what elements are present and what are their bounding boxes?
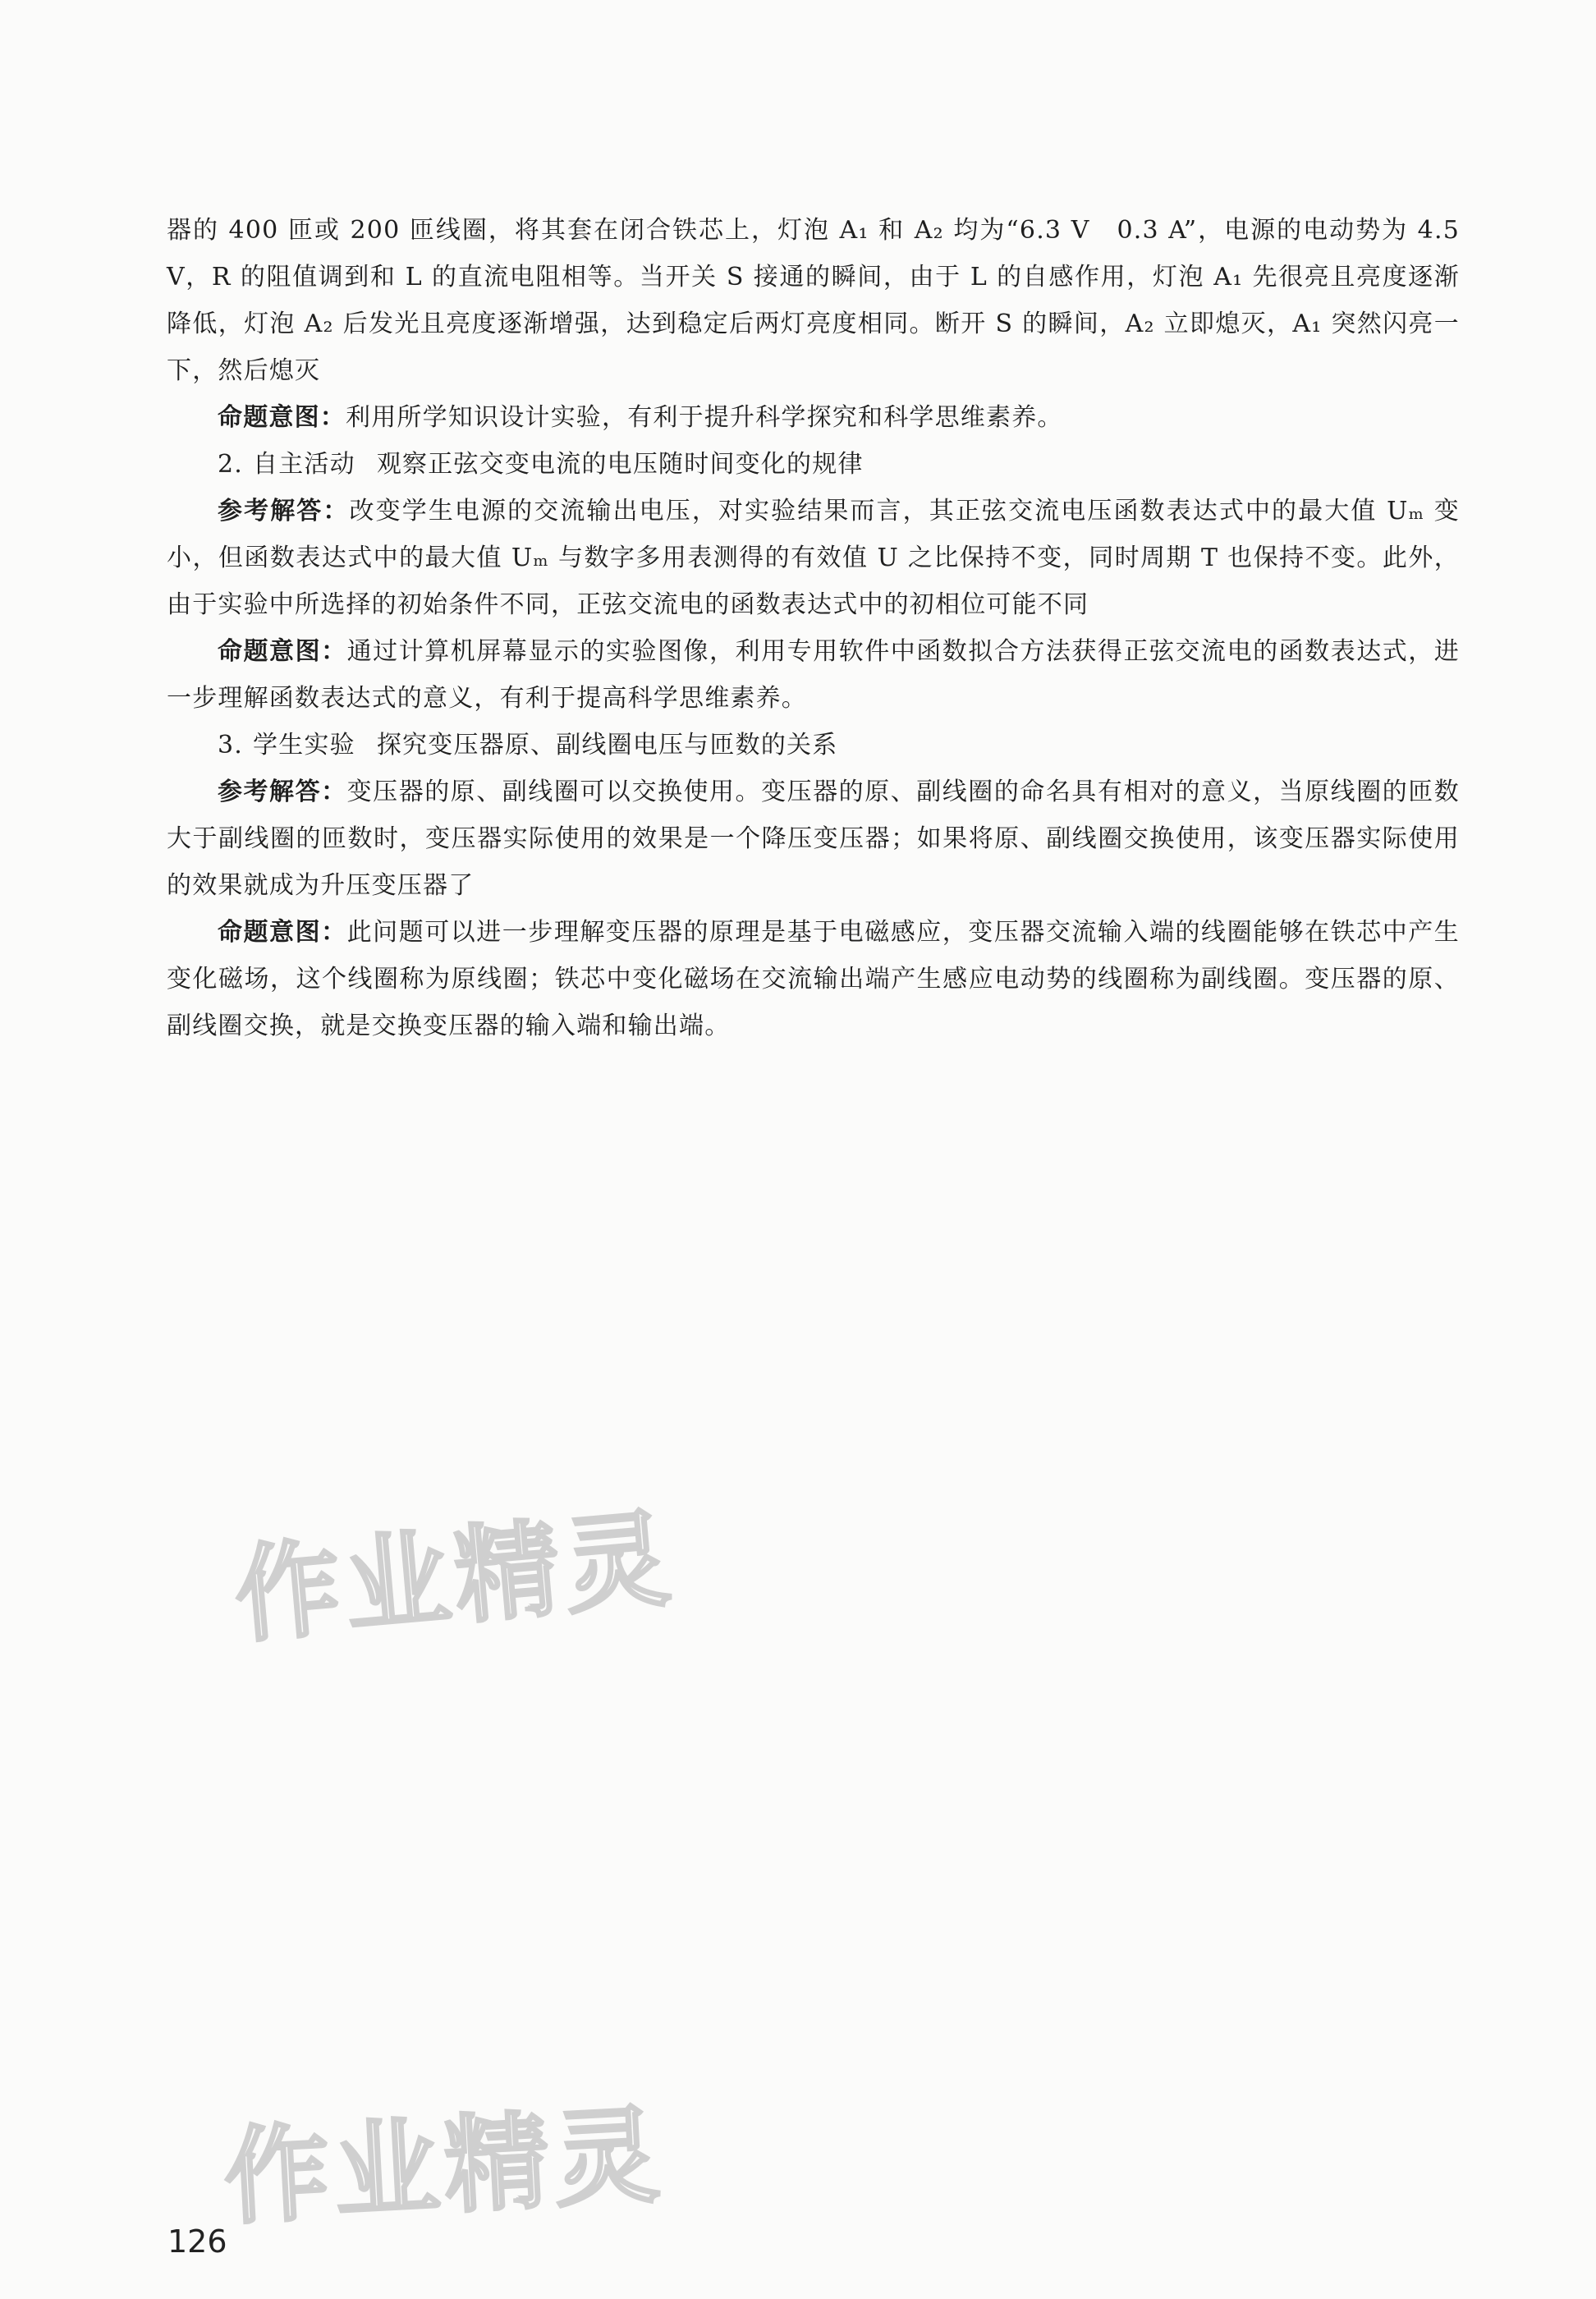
answer-text: 变压器的原、副线圈可以交换使用。变压器的原、副线圈的命名具有相对的意义，当原线圈的匝数大于副线圈的匝数时，变压器实际使用的效果是一个降压变压器；如果将原、副线圈交换使用，该变压器实际使用的效果就成为升压变压器了 xyxy=(167,778,1460,900)
intent-text: 通过计算机屏幕显示的实验图像，利用专用软件中函数拟合方法获得正弦交流电的函数表达式，进一步理解函数表达式的意义，有利于提高科学思维素养。 xyxy=(167,637,1460,713)
section-subtitle: 探究变压器原、副线圈电压与匝数的关系 xyxy=(376,731,838,759)
answer-label: 参考解答： xyxy=(218,778,347,806)
section-number: 2. xyxy=(218,450,244,479)
intent-paragraph-1 xyxy=(167,394,1460,441)
answer-label: 参考解答： xyxy=(218,497,350,525)
intent-label: 命题意图： xyxy=(218,403,346,432)
continuation-paragraph: 器的 400 匝或 200 匝线圈，将其套在闭合铁芯上，灯泡 A₁ 和 A₂ 均为“6.3 V 0.3 A”，电源的电动势为 4.5 V，R 的阻值调到和 L 的直流电阻相等。当开关 S 接通的瞬间，由于 L 的自感作用，灯泡 A₁ 先很亮且亮度逐渐降低，灯泡 A₂ 后发光且亮度逐渐增强，达到稳定后两灯亮度相同。断开 S 的瞬间，A₂ 立即熄灭，A₁ 突然闪亮一下，然后熄灭 xyxy=(167,216,1460,385)
intent-paragraph-2 xyxy=(167,628,1460,722)
intent-paragraph-3 xyxy=(167,909,1460,1049)
watermark-text: 作业精灵 xyxy=(221,2094,667,2240)
section-heading-2 xyxy=(167,441,1460,488)
answer-paragraph-2 xyxy=(167,488,1460,628)
answer-paragraph-3 xyxy=(167,769,1460,909)
section-title: 自主活动 xyxy=(253,450,355,479)
section-number: 3. xyxy=(218,731,244,759)
intent-text: 利用所学知识设计实验，有利于提升科学探究和科学思维素养。 xyxy=(346,403,1063,432)
answer-text: 改变学生电源的交流输出电压，对实验结果而言，其正弦交流电压函数表达式中的最大值 Uₘ 变小，但函数表达式中的最大值 Uₘ 与数字多用表测得的有效值 U 之比保持不变，同时周期 T 也保持不变。此外，由于实验中所选择的初始条件不同，正弦交流电的函数表达式中的初相位可能不同 xyxy=(167,497,1461,619)
intent-label: 命题意图： xyxy=(218,918,347,947)
section-heading-3 xyxy=(167,722,1460,769)
watermark-text: 作业精灵 xyxy=(230,1498,680,1659)
intent-label: 命题意图： xyxy=(218,637,347,666)
page-number: 126 xyxy=(167,2223,227,2260)
answer-text-body xyxy=(167,207,1460,1049)
section-subtitle: 观察正弦交变电流的电压随时间变化的规律 xyxy=(376,450,864,479)
section-title: 学生实验 xyxy=(253,731,355,759)
intent-text: 此问题可以进一步理解变压器的原理是基于电磁感应，变压器交流输入端的线圈能够在铁芯中产生变化磁场，这个线圈称为原线圈；铁芯中变化磁场在交流输出端产生感应电动势的线圈称为副线圈。变压器的原、副线圈交换，就是交换变压器的输入端和输出端。 xyxy=(167,918,1460,1040)
